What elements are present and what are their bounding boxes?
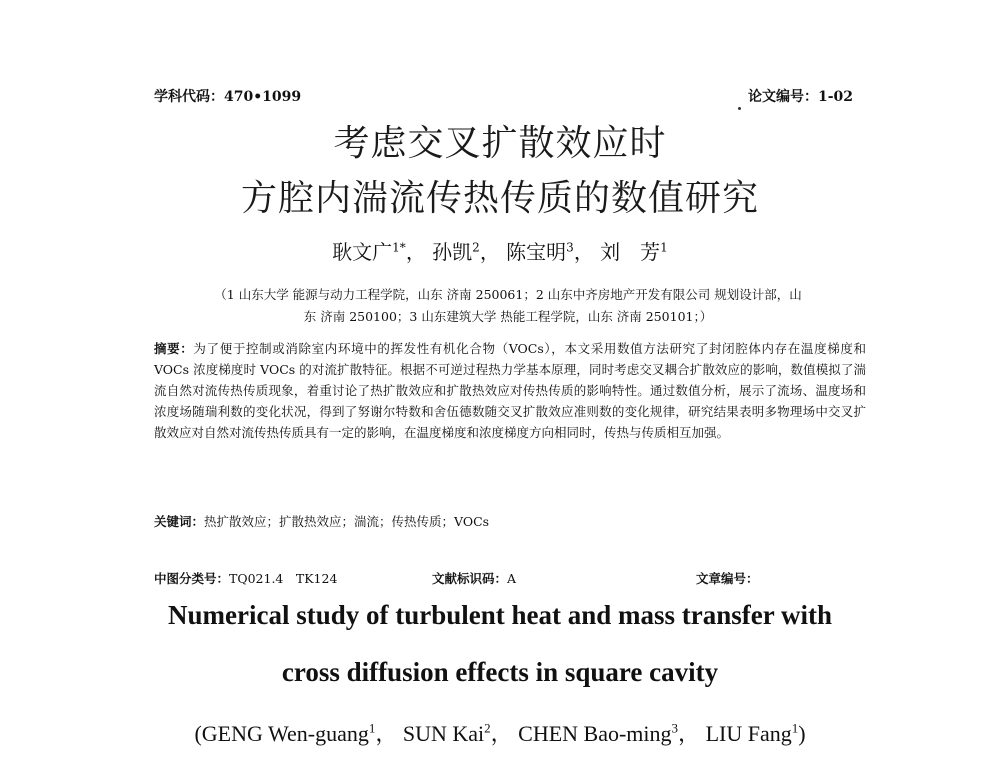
title-zh-line1: 考虑交叉扩散效应时 [333,123,667,164]
abstract [154,338,866,443]
clc-number: 中图分类号：TQ021.4 TK124 [154,571,338,586]
keywords-label: 关键词： [154,514,205,529]
title-zh-line2: 方腔内湍流传热传质的数值研究 [240,178,759,219]
document-code: 文献标识码：A [432,571,517,586]
author-zh: 孙凯$^2$， [432,240,500,264]
author-zh: 刘 芳$^1$ [600,240,668,264]
title-en-line2: cross diffusion effects in square cavity [281,657,719,687]
abstract-text: 为了便于控制或消除室内环境中的挥发性有机化合物（VOCs），本文采用数值方法研究了封闭腔体内存在温度梯度和 VOCs 浓度梯度时 VOCs 的对流扩散特征。根据不可逆过程热力学基本原理，同时考虑交叉耦合扩散效应的影响，数值模拟了湍流自然对流传热传质现象，着重讨论了热扩散效应和扩散热效应对传热传质的影响特性。通过数值分析，展示了流场、温度场和浓度场随瑞利数的变化状况，得到了努谢尔特数和舍伍德数随交叉扩散效应准则数的变化规律，研究结果表明多物理场中交叉扩散效应对自然对流传热传质具有一定的影响，在温度梯度和浓度梯度方向相同时，传热与传质相互加强。 [154,341,866,440]
author-zh: 耿文广$^{1*}$， [332,240,426,264]
paper-number: 论文编号：1-02 [748,89,854,105]
author-en: LIU Fang$^1$) [705,720,806,746]
article-number: 文章编号： [696,571,759,586]
author-en: SUN Kai$^2$， [402,720,513,746]
authors-zh [0,236,1000,265]
author-en: (GENG Wen-guang$^1$， [194,720,398,746]
speck-dot [738,107,741,110]
title-en-line1: Numerical study of turbulent heat and mass transfer with [167,600,832,630]
author-en: CHEN Bao-ming$^3$， [518,720,701,746]
author-zh: 陈宝明$^3$， [506,240,594,264]
affiliation-line2: 东 济南 250100；3 山东建筑大学 热能工程学院，山东 济南 250101；） [303,309,713,324]
keywords-text: 热扩散效应；扩散热效应；湍流；传热传质；VOCs [204,514,490,529]
keywords [154,512,489,530]
affiliation-line1: （1 山东大学 能源与动力工程学院，山东 济南 250061；2 山东中齐房地产开发有限公司 规划设计部，山 [214,287,802,302]
authors-en [0,717,1000,748]
abstract-label: 摘要： [154,341,194,356]
subject-code: 学科代码：470•1099 [154,89,302,105]
